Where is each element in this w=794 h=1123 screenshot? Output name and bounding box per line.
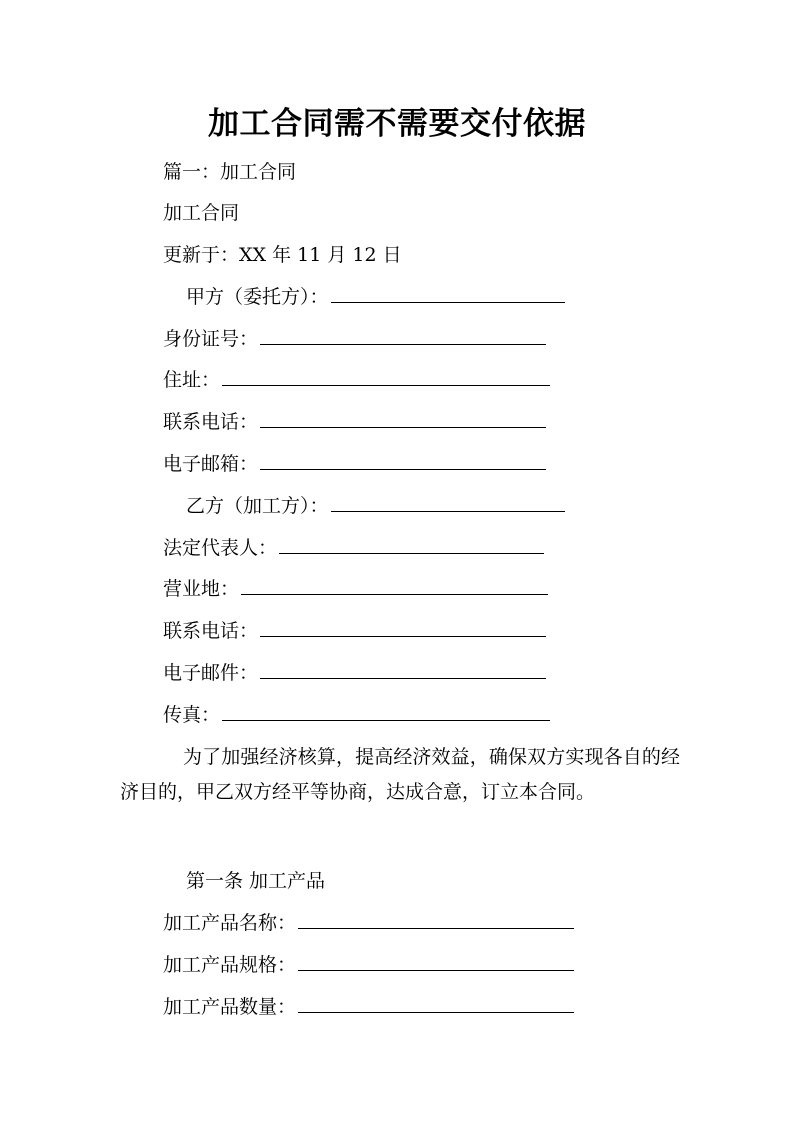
product-name-blank xyxy=(298,912,574,929)
party-a-phone-row xyxy=(163,410,546,434)
party-b-phone-label: 联系电话： xyxy=(163,620,259,642)
fax-row xyxy=(163,703,550,727)
party-a-email-label: 电子邮箱： xyxy=(163,453,259,475)
party-b-phone-blank xyxy=(260,620,546,637)
party-a-phone-blank xyxy=(260,411,546,428)
id-number-label: 身份证号： xyxy=(163,328,259,350)
party-b-blank xyxy=(331,495,565,512)
document-title: 加工合同需不需要交付依据 xyxy=(208,106,586,142)
party-a-blank xyxy=(331,286,565,303)
party-a-email-blank xyxy=(260,453,546,470)
fax-blank xyxy=(222,704,550,721)
party-b-email-label: 电子邮件： xyxy=(163,662,259,684)
party-a-email-row xyxy=(163,452,546,476)
party-a-label: 甲方（委托方）： xyxy=(186,286,329,308)
id-number-blank xyxy=(260,328,546,345)
address-blank xyxy=(222,369,550,386)
party-a-row xyxy=(186,285,565,309)
business-address-row xyxy=(163,577,548,601)
preamble-paragraph: 为了加强经济核算，提高经济效益，确保双方实现各自的经济目的，甲乙双方经平等协商，达成合意，订立本合同。 xyxy=(120,746,680,803)
business-address-blank xyxy=(241,578,548,595)
product-name-label: 加工产品名称： xyxy=(163,912,297,934)
legal-rep-label: 法定代表人： xyxy=(163,537,278,559)
party-b-email-row xyxy=(163,661,546,685)
id-number-row xyxy=(163,327,546,351)
address-row xyxy=(163,368,550,392)
party-b-email-blank xyxy=(260,662,546,679)
fax-label: 传真： xyxy=(163,704,221,726)
party-a-phone-label: 联系电话： xyxy=(163,411,259,433)
product-spec-label: 加工产品规格： xyxy=(163,954,297,976)
product-spec-blank xyxy=(298,954,574,971)
party-b-row xyxy=(186,494,565,518)
product-spec-row xyxy=(163,953,574,977)
party-b-phone-row xyxy=(163,619,546,643)
product-quantity-blank xyxy=(298,996,574,1013)
article-one-heading: 第一条 加工产品 xyxy=(186,870,326,892)
party-b-label: 乙方（加工方）： xyxy=(186,495,329,517)
legal-rep-blank xyxy=(279,537,544,554)
section-heading: 篇一：加工合同 xyxy=(163,161,297,183)
product-name-row xyxy=(163,911,574,935)
contract-subtitle: 加工合同 xyxy=(163,202,240,224)
address-label: 住址： xyxy=(163,369,221,391)
product-quantity-row xyxy=(163,995,574,1019)
business-address-label: 营业地： xyxy=(163,578,240,600)
legal-rep-row xyxy=(163,536,544,560)
update-date: 更新于：XX 年 11 月 12 日 xyxy=(163,244,402,266)
product-quantity-label: 加工产品数量： xyxy=(163,996,297,1018)
